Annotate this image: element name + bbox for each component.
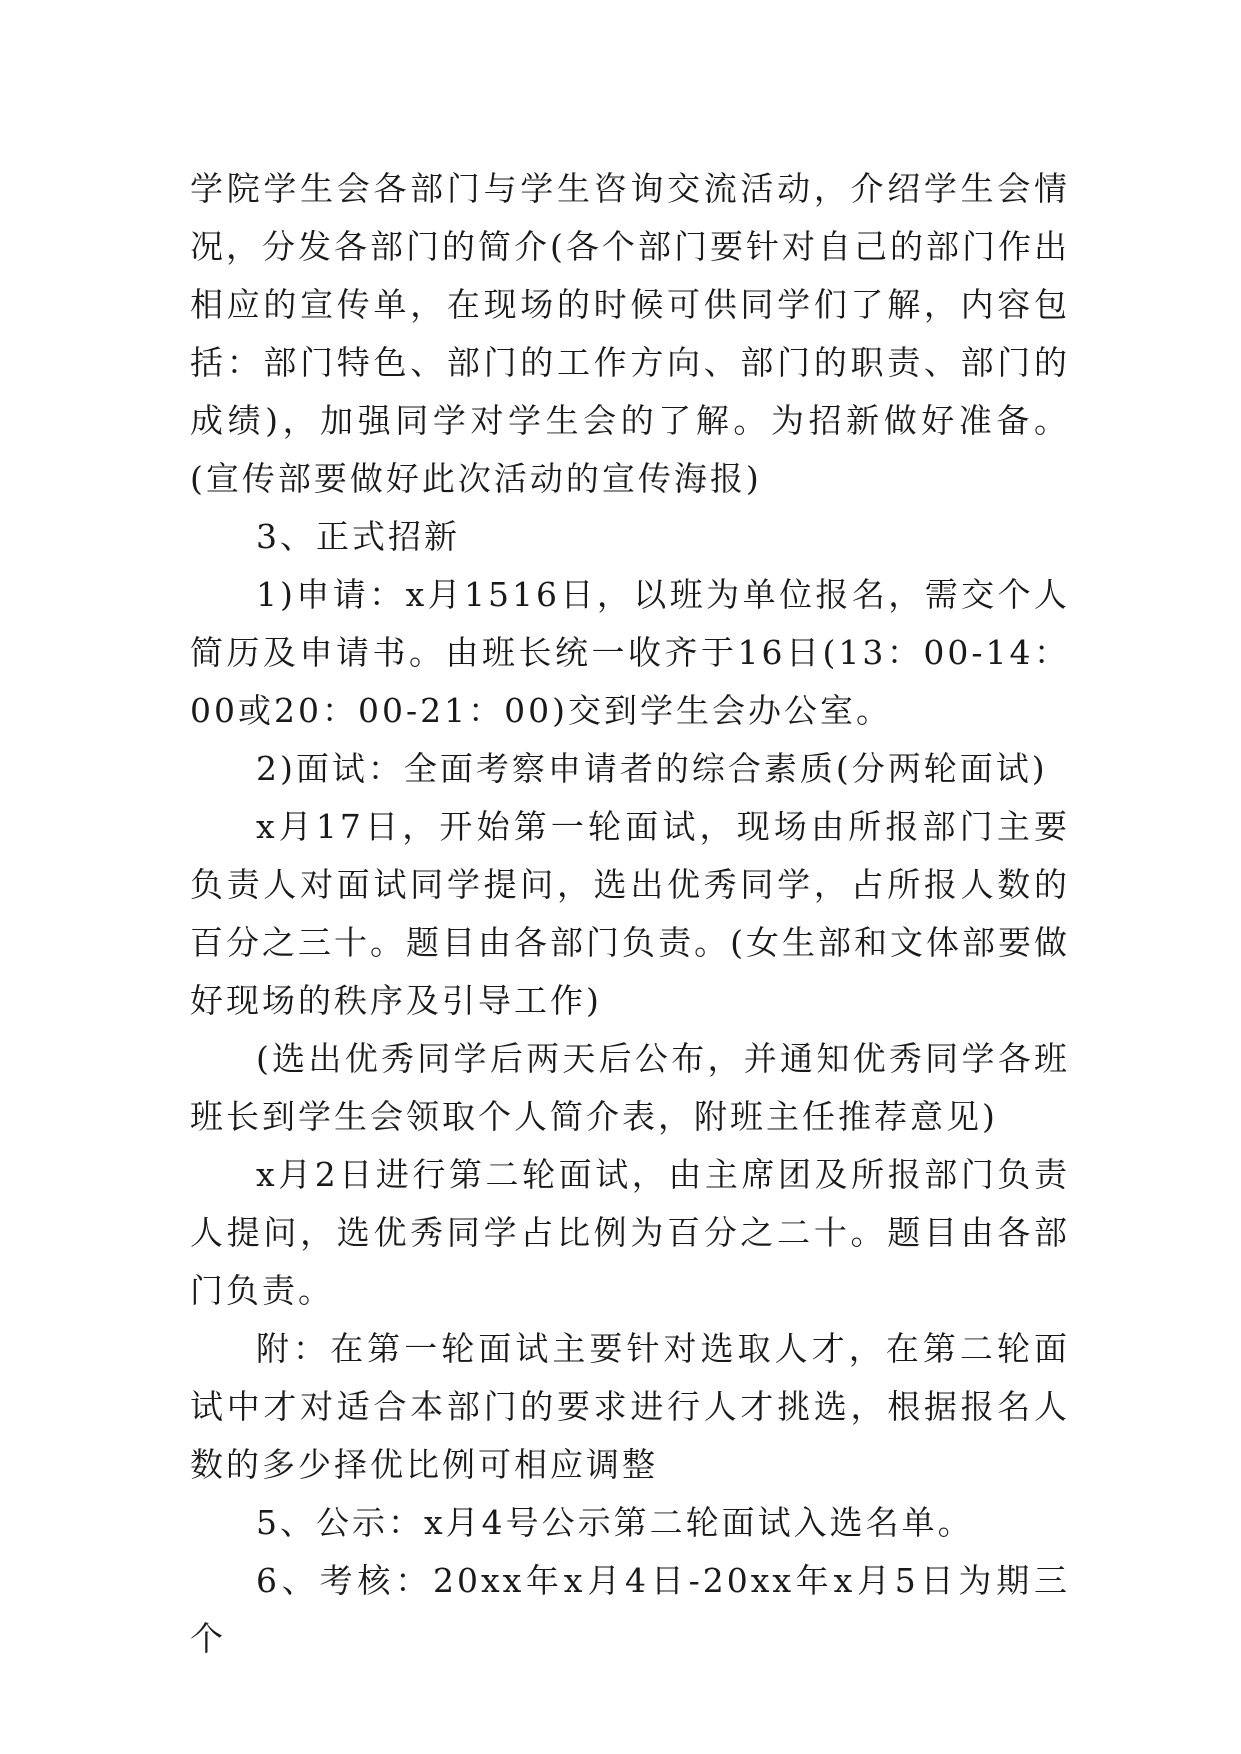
document-body: [190, 160, 1070, 1668]
paragraph-publicity: 5、公示：x月4号公示第二轮面试入选名单。: [256, 1503, 974, 1542]
paragraph-application: 1)申请：x月1516日，以班为单位报名，需交个人简历及申请书。由班长统一收齐于16日(13：00-14：00或20：00-21：00)交到学生会办公室。: [190, 575, 1070, 730]
paragraph-activity-description: 学院学生会各部门与学生咨询交流活动，介绍学生会情况，分发各部门的简介(各个部门要针对自己的部门作出相应的宣传单，在现场的时候可供同学们了解，内容包括：部门特色、部门的工作方向、部门的职责、部门的成绩)，加强同学对学生会的了解。为招新做好准备。(宣传部要做好此次活动的宣传海报): [190, 169, 1070, 498]
paragraph-first-round: x月17日，开始第一轮面试，现场由所报部门主要负责人对面试同学提问，选出优秀同学，占所报人数的百分之三十。题目由各部门负责。(女生部和文体部要做好现场的秩序及引导工作): [190, 807, 1070, 1020]
paragraph-announcement-note: (选出优秀同学后两天后公布，并通知优秀同学各班班长到学生会领取个人简介表，附班主任推荐意见): [190, 1039, 1070, 1136]
paragraph-heading-recruitment: 3、正式招新: [256, 517, 460, 556]
paragraph-interview: 2)面试：全面考察申请者的综合素质(分两轮面试): [256, 749, 1048, 788]
paragraph-second-round: x月2日进行第二轮面试，由主席团及所报部门负责人提问，选优秀同学占比例为百分之二十。题目由各部门负责。: [190, 1155, 1070, 1310]
paragraph-appendix: 附：在第一轮面试主要针对选取人才，在第二轮面试中才对适合本部门的要求进行人才挑选，根据报名人数的多少择优比例可相应调整: [190, 1329, 1070, 1484]
paragraph-assessment: 6、考核：20xx年x月4日-20xx年x月5日为期三个: [190, 1561, 1070, 1658]
